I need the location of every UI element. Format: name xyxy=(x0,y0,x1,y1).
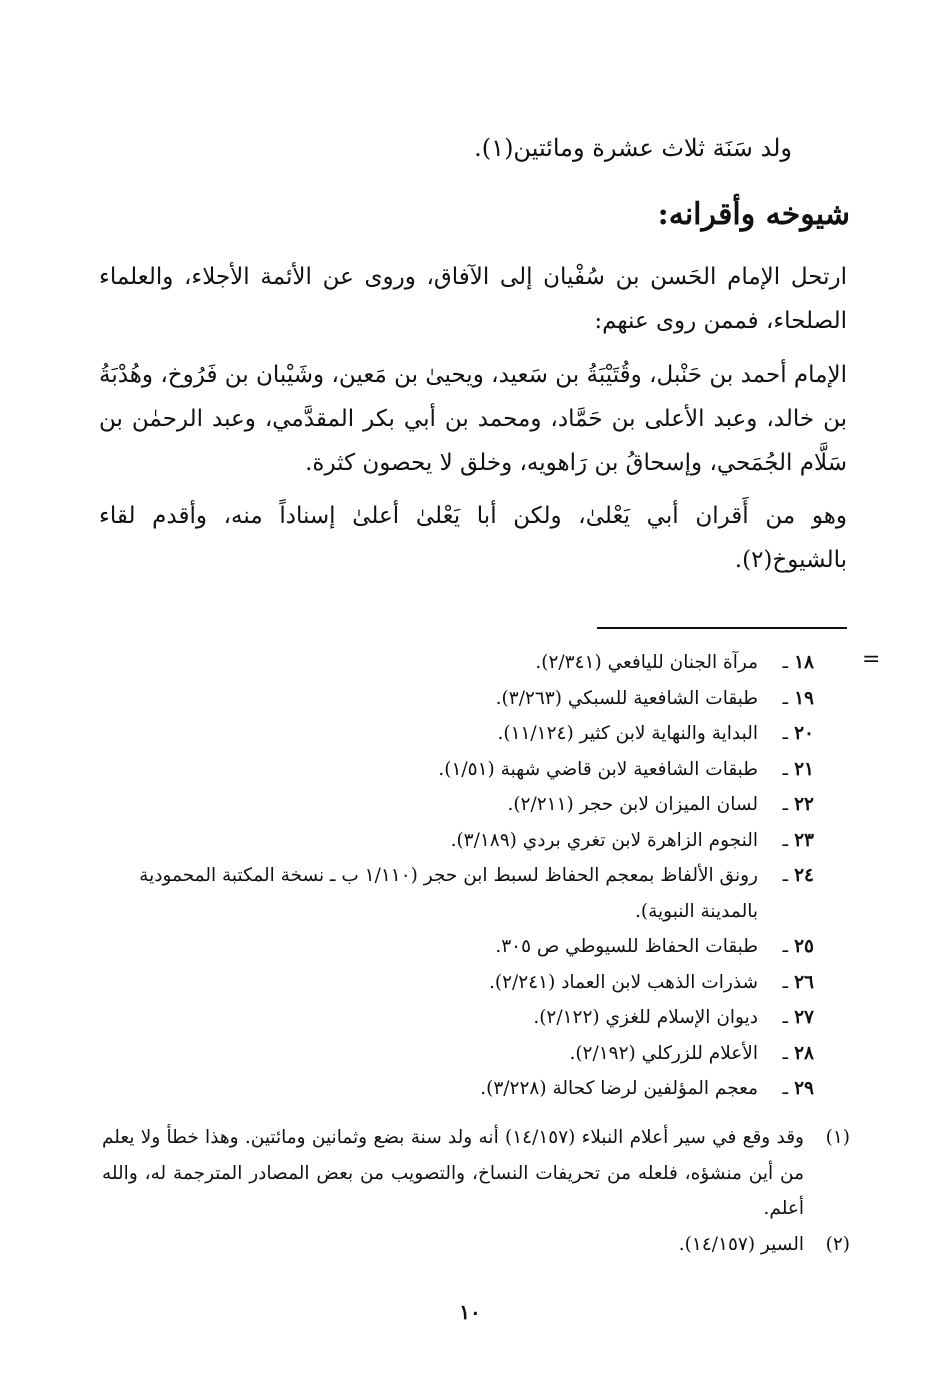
reference-number: ٢٢ xyxy=(794,794,814,815)
footnote-number: (٢) xyxy=(825,1233,850,1255)
reference-text: النجوم الزاهرة لابن تغري بردي (٣/١٨٩). xyxy=(450,829,758,851)
reference-number: ٢١ xyxy=(794,758,814,780)
reference-item xyxy=(94,681,814,717)
reference-item xyxy=(94,645,814,681)
reference-item xyxy=(94,716,814,752)
section-heading: شيوخه وأقرانه: xyxy=(657,197,850,232)
reference-item xyxy=(94,823,814,859)
reference-item xyxy=(94,752,814,788)
body-paragraph-3: وهو من أَقران أبي يَعْلىٰ، ولكن أبا يَعْلىٰ أعلىٰ إسناداً منه، وأقدم لقاء بالشيوخ(٢). xyxy=(99,503,847,573)
reference-dash: ـ xyxy=(782,936,788,957)
reference-text: مرآة الجنان لليافعي (٢/٣٤١). xyxy=(535,652,758,673)
continuation-mark: = xyxy=(862,647,881,672)
reference-item xyxy=(94,965,814,1001)
reference-text: معجم المؤلفين لرضا كحالة (٣/٢٢٨). xyxy=(480,1078,758,1099)
reference-text: ديوان الإسلام للغزي (٢/١٢٢). xyxy=(533,1007,758,1028)
reference-list xyxy=(94,645,814,1107)
footnote-item xyxy=(102,1120,850,1227)
reference-number: ٢٩ xyxy=(794,1078,814,1099)
reference-dash: ـ xyxy=(782,723,788,744)
reference-item xyxy=(94,1071,814,1107)
reference-dash: ـ xyxy=(782,829,788,851)
footnote-text: السير (١٤/١٥٧). xyxy=(678,1233,804,1255)
reference-text: طبقات الحفاظ للسيوطي ص ٣٠٥. xyxy=(495,936,758,957)
reference-item xyxy=(94,858,814,929)
reference-text: شذرات الذهب لابن العماد (٢/٢٤١). xyxy=(489,971,758,993)
reference-dash: ـ xyxy=(782,758,788,780)
page-number: ١٠ xyxy=(459,1300,481,1324)
reference-number: ٢٤ xyxy=(794,865,814,886)
footnote-list xyxy=(102,1120,850,1262)
reference-dash: ـ xyxy=(782,865,788,886)
reference-dash: ـ xyxy=(782,971,788,993)
reference-number: ٢٨ xyxy=(794,1042,814,1064)
reference-item xyxy=(94,1036,814,1072)
reference-item xyxy=(94,929,814,965)
reference-item xyxy=(94,1000,814,1036)
reference-text: طبقات الشافعية لابن قاضي شهبة (١/٥١). xyxy=(438,758,758,780)
reference-dash: ـ xyxy=(782,794,788,815)
reference-number: ٢٥ xyxy=(794,936,814,957)
reference-number: ٢٦ xyxy=(794,971,814,993)
intro-line: ولد سَنَة ثلاث عشرة ومائتين(١). xyxy=(474,134,792,162)
reference-text: لسان الميزان لابن حجر (٢/٢١١). xyxy=(507,794,758,815)
footnote-item xyxy=(102,1227,850,1263)
reference-text: الأعلام للزركلي (٢/١٩٢). xyxy=(569,1042,758,1064)
body-paragraph-1: ارتحل الإمام الحَسن بن سُفْيان إلى الآفاق، وروى عن الأئمة الأجلاء، والعلماء الصلحاء، فممن روى عنهم: xyxy=(99,264,847,334)
reference-number: ٢٠ xyxy=(794,723,814,744)
footnote-text: وقد وقع في سير أعلام النبلاء (١٤/١٥٧) أنه ولد سنة بضع وثمانين ومائتين. وهذا خطأ ولا يعلم من أين منشؤه، فلعله من تحريفات النساخ، والتصويب من بعض المصادر المترجمة له، والله أعلم. xyxy=(102,1127,804,1219)
reference-number: ٢٧ xyxy=(794,1007,814,1028)
reference-dash: ـ xyxy=(782,687,788,709)
reference-text: طبقات الشافعية للسبكي (٣/٢٦٣). xyxy=(495,687,758,709)
reference-number: ١٩ xyxy=(794,687,814,709)
reference-text: رونق الألفاظ بمعجم الحفاظ لسبط ابن حجر (١/١١٠ ب ـ نسخة المكتبة المحمودية بالمدينة النبوية). xyxy=(139,865,758,922)
footnote-separator xyxy=(597,627,847,629)
reference-number: ١٨ xyxy=(794,652,814,673)
reference-text: البداية والنهاية لابن كثير (١١/١٢٤). xyxy=(497,723,758,744)
reference-dash: ـ xyxy=(782,652,788,673)
footnote-number: (١) xyxy=(825,1127,850,1148)
reference-dash: ـ xyxy=(782,1007,788,1028)
reference-number: ٢٣ xyxy=(794,829,814,851)
body-paragraph-2: الإمام أحمد بن حَنْبل، وقُتَيْبَةُ بن سَعيد، ويحيىٰ بن مَعين، وشَيْبان بن فَرُوخ، وهُدْبَةُ بن خالد، وعبد الأعلى بن حَمَّاد، ومحمد بن أبي بكر المقدَّمي، وعبد الرحمٰن بن سَلَّام الجُمَحي، وإسحاقُ بن رَاهويه، وخلق لا يحصون كثرة. xyxy=(99,362,847,476)
reference-dash: ـ xyxy=(782,1078,788,1099)
reference-item xyxy=(94,787,814,823)
reference-dash: ـ xyxy=(782,1042,788,1064)
